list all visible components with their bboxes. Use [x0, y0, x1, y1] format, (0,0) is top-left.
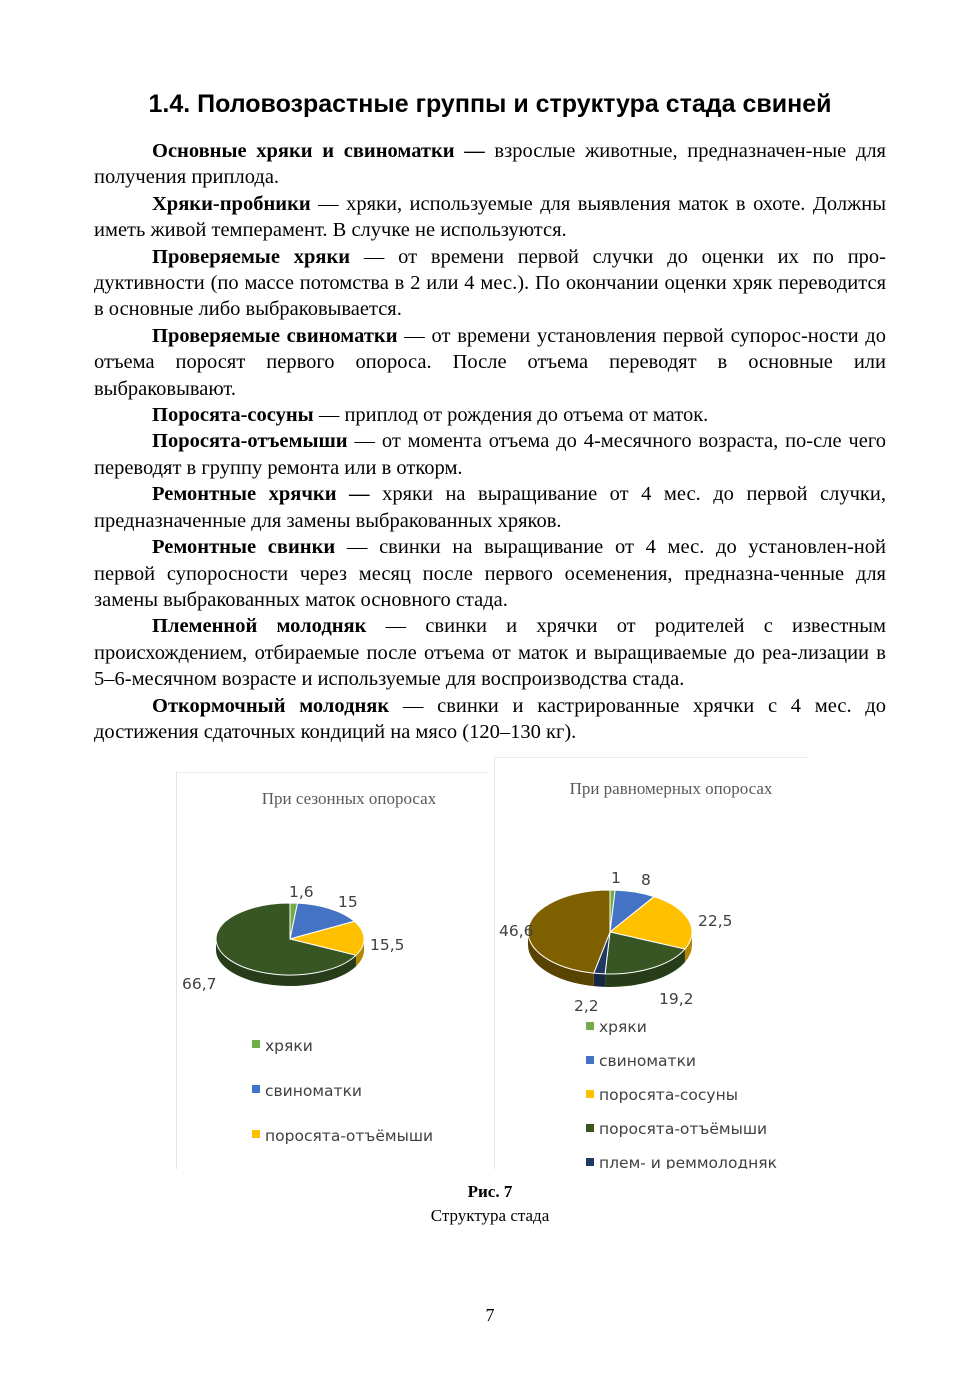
legend-swatch [586, 1090, 594, 1098]
chart-seasonal [177, 773, 489, 1169]
paragraph [94, 402, 886, 428]
paragraph [94, 481, 886, 534]
legend-swatch [586, 1158, 594, 1166]
term: Проверяемые свиноматки [152, 324, 398, 347]
data-label: 2,2 [574, 997, 599, 1015]
legend-swatch [586, 1124, 594, 1132]
data-label: 15,5 [370, 936, 405, 954]
legend-swatch [252, 1040, 260, 1048]
legend-swatch [586, 1022, 594, 1030]
data-label: 1 [611, 869, 621, 887]
chart-seasonal-panel [176, 772, 489, 1169]
legend-label: поросята-отъёмыши [599, 1120, 768, 1138]
definition: — от времени установления первой супорос-ности до отъема поросят первого опороса. После отъема переводят в основные или выбраковывают. [94, 324, 886, 400]
data-label: 15 [338, 893, 358, 911]
data-label: 1,6 [289, 883, 314, 901]
paragraph [94, 534, 886, 613]
paragraph [94, 244, 886, 323]
term: Ремонтные хрячки — [152, 483, 370, 506]
body-text [94, 138, 886, 745]
legend-swatch [252, 1130, 260, 1138]
definition: взрослые животные, предназначен-ные для получения приплода. [94, 140, 886, 189]
definition: хряки на выращивание от 4 мес. до первой случки, предназначенные для замены выбракованных хряков. [94, 483, 886, 532]
legend-label: свиноматки [599, 1052, 697, 1070]
chart-title: При равномерных опоросах [569, 779, 773, 798]
term: Ремонтные свинки [152, 536, 336, 559]
legend-swatch [252, 1085, 260, 1093]
page-number: 7 [485, 1305, 495, 1325]
term: Хряки-пробники [152, 192, 311, 215]
legend-swatch [586, 1056, 594, 1064]
definition: — свинки и хрячки от родителей с известным происхождением, отбираемые после отъема от маток и выращиваемые до реа-лизации в 5–6-месячном возрасте и используемые для воспроизводства стада. [94, 615, 886, 691]
term: Поросята-сосуны [152, 404, 314, 427]
chart-legend [252, 1037, 433, 1145]
legend-label: плем- и реммолодняк [599, 1154, 777, 1169]
paragraph [94, 693, 886, 746]
paragraph [94, 613, 886, 692]
term: Основные хряки и свиноматки — [152, 140, 485, 162]
legend-label: свиноматки [265, 1082, 363, 1100]
section-heading: 1.4. Половозрастные группы и структура стада свиней [148, 90, 832, 118]
paragraph [94, 323, 886, 402]
definition: — от времени первой случки до оценки их по про-дуктивности (по массе потомства в 2 или 4 мес.). По окончании оценки хряк переводится в основные либо выбраковывается. [94, 245, 886, 321]
definition: — свинки на выращивание от 4 мес. до установлен-ной первой супоросности через месяц после первого осеменения, предназна-ченные для замены выбракованных маток основного стада. [94, 536, 886, 611]
paragraph [94, 138, 886, 191]
chart-legend [586, 1018, 777, 1169]
definition: — от момента отъема до 4-месячного возраста, по-сле чего переводят в группу ремонта или в откорм. [94, 430, 886, 479]
legend-label: поросята-отъёмыши [265, 1127, 434, 1145]
legend-label: хряки [599, 1018, 647, 1036]
legend-label: хряки [265, 1037, 313, 1055]
figure-caption: Структура стада [430, 1206, 550, 1225]
paragraph [94, 428, 886, 481]
pie-slices [528, 890, 692, 987]
definition: — приплод от рождения до отъема от маток. [313, 404, 709, 427]
chart-uniform [495, 758, 809, 1169]
term: Поросята-отъемыши [152, 430, 348, 453]
definition: — свинки и кастрированные хрячки с 4 мес. до достижения сдаточных кондиций на мясо (120–130 кг). [94, 694, 886, 743]
data-label: 22,5 [698, 912, 733, 930]
definition: — хряки, используемые для выявления маток в охоте. Должны иметь живой темперамент. В случке не используются. [94, 192, 886, 242]
paragraph [94, 191, 886, 244]
data-label: 66,7 [182, 975, 217, 993]
term: Проверяемые хряки [152, 245, 351, 268]
legend-label: поросята-сосуны [599, 1086, 738, 1104]
chart-title: При сезонных опоросах [261, 789, 437, 808]
figure-label: Рис. 7 [467, 1182, 513, 1201]
chart-uniform-panel [494, 757, 809, 1169]
term: Откормочный молодняк [152, 694, 390, 717]
term: Племенной молодняк [152, 615, 367, 638]
data-label: 46,6 [499, 922, 534, 940]
pie-slice-side [594, 973, 605, 987]
data-label: 19,2 [659, 990, 694, 1008]
data-label: 8 [641, 871, 651, 889]
pie-slices [216, 903, 364, 986]
